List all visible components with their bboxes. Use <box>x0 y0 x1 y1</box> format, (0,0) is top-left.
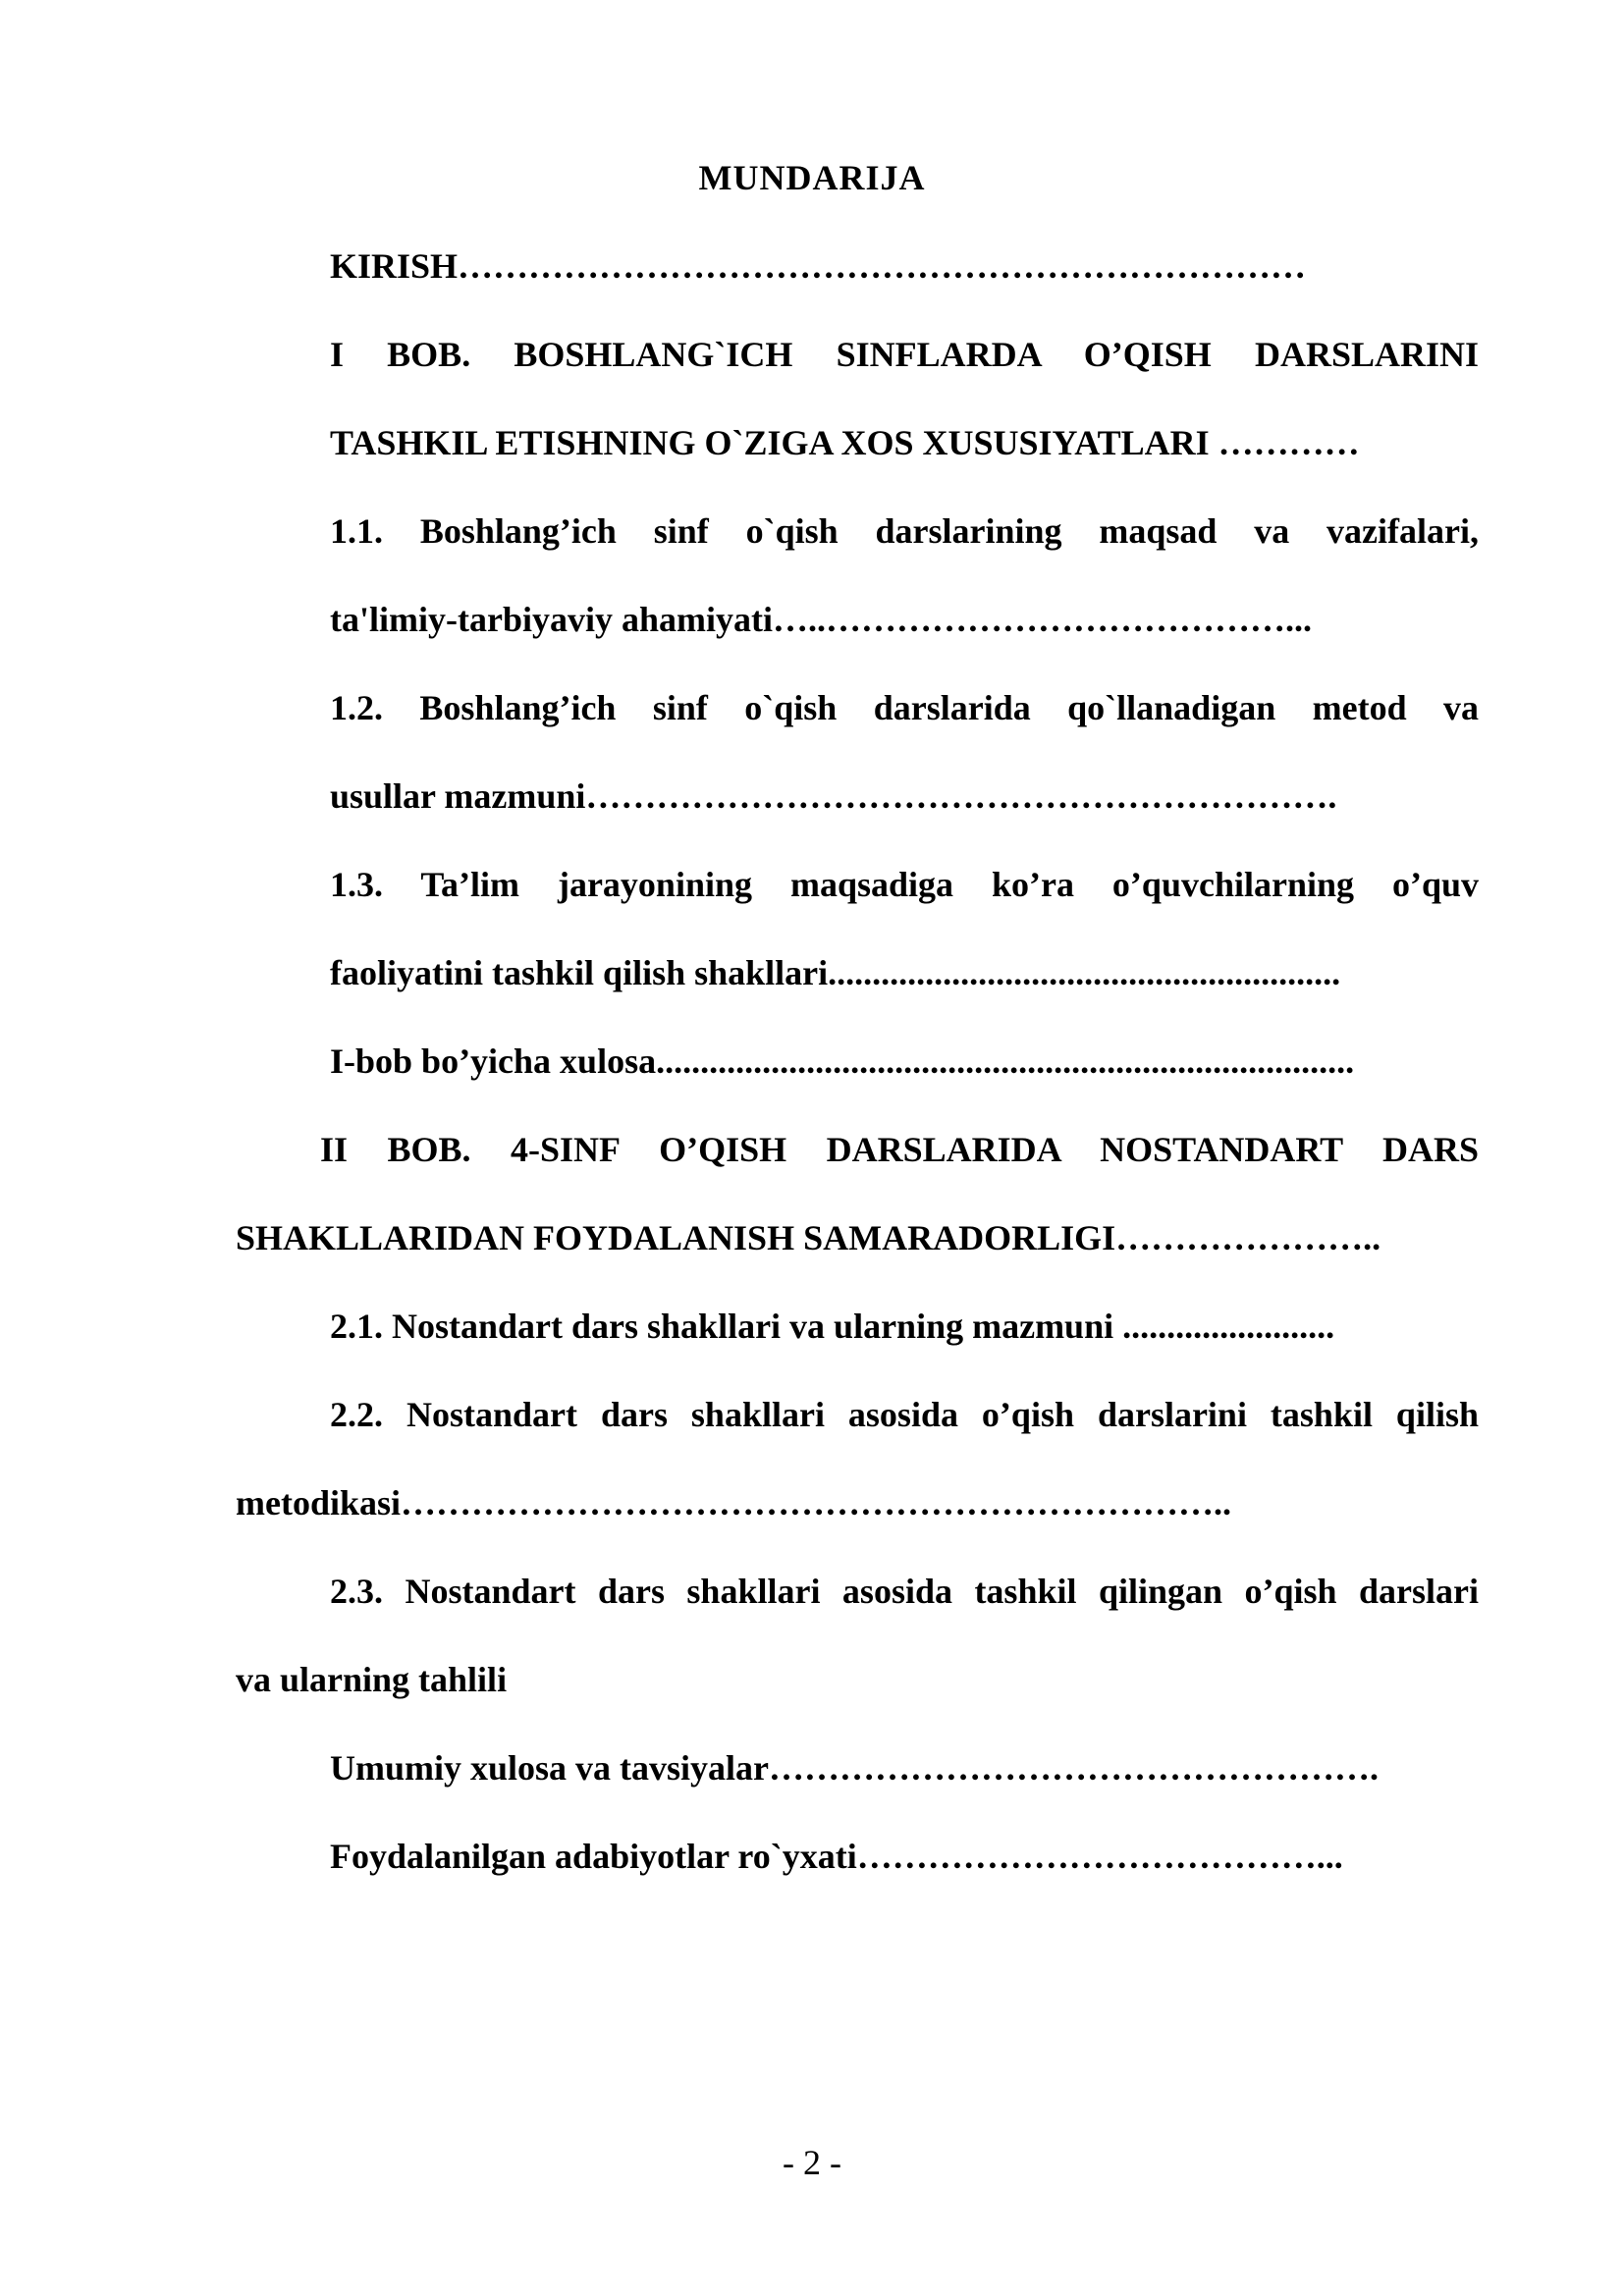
toc-section-2-1: 2.1. Nostandart dars shakllari va ularning mazmuni ........................ <box>330 1307 1335 1346</box>
toc-entry-kirish: KIRISH……………………………………………………………… <box>330 246 1307 286</box>
toc-section-1-3: 1.3. Ta’lim jarayonining maqsadiga ko’ra o’quvchilarning o’quv <box>330 865 1479 904</box>
page-title: MUNDARIJA <box>698 158 926 197</box>
toc-references: Foydalanilgan adabiyotlar ro`yxati…………………………………... <box>330 1837 1343 1876</box>
toc-chapter-2-heading: II BOB. 4-SINF O’QISH DARSLARIDA NOSTANDART DARS <box>320 1130 1479 1169</box>
toc-section-1-2: 1.2. Boshlang’ich sinf o`qish darslarida qo`llanadigan metod va <box>330 688 1479 727</box>
toc-section-2-3: 2.3. Nostandart dars shakllari asosida tashkil qilingan o’qish darslari <box>330 1572 1479 1611</box>
toc-section-2-2-cont: metodikasi…………………………………………………………….. <box>236 1483 1232 1522</box>
toc-general-conclusion: Umumiy xulosa va tavsiyalar……………………………………………. <box>330 1748 1380 1788</box>
toc-chapter-1-heading-cont: TASHKIL ETISHNING O`ZIGA XOS XUSUSIYATLARI ………… <box>330 423 1360 462</box>
toc-section-1-1-cont: ta'limiy-tarbiyaviy ahamiyati…..…………………………………... <box>330 600 1312 639</box>
toc-section-1-1: 1.1. Boshlang’ich sinf o`qish darslarining maqsad va vazifalari, <box>330 511 1479 551</box>
toc-chapter-2-heading-cont: SHAKLLARIDAN FOYDALANISH SAMARADORLIGI………………….. <box>236 1218 1381 1257</box>
toc-chapter-1-conclusion: I-bob bo’yicha xulosa............................................................................... <box>330 1041 1355 1081</box>
toc-section-1-3-cont: faoliyatini tashkil qilish shakllari.......................................................... <box>330 953 1341 992</box>
page-number: - 2 - <box>783 2143 841 2182</box>
toc-section-1-2-cont: usullar mazmuni………………………………………………………. <box>330 776 1337 816</box>
toc-section-2-3-cont: va ularning tahlili <box>236 1660 508 1699</box>
toc-section-2-2: 2.2. Nostandart dars shakllari asosida o’qish darslarini tashkil qilish <box>330 1395 1479 1434</box>
toc-chapter-1-heading: I BOB. BOSHLANG`ICH SINFLARDA O’QISH DARSLARINI <box>330 335 1479 374</box>
